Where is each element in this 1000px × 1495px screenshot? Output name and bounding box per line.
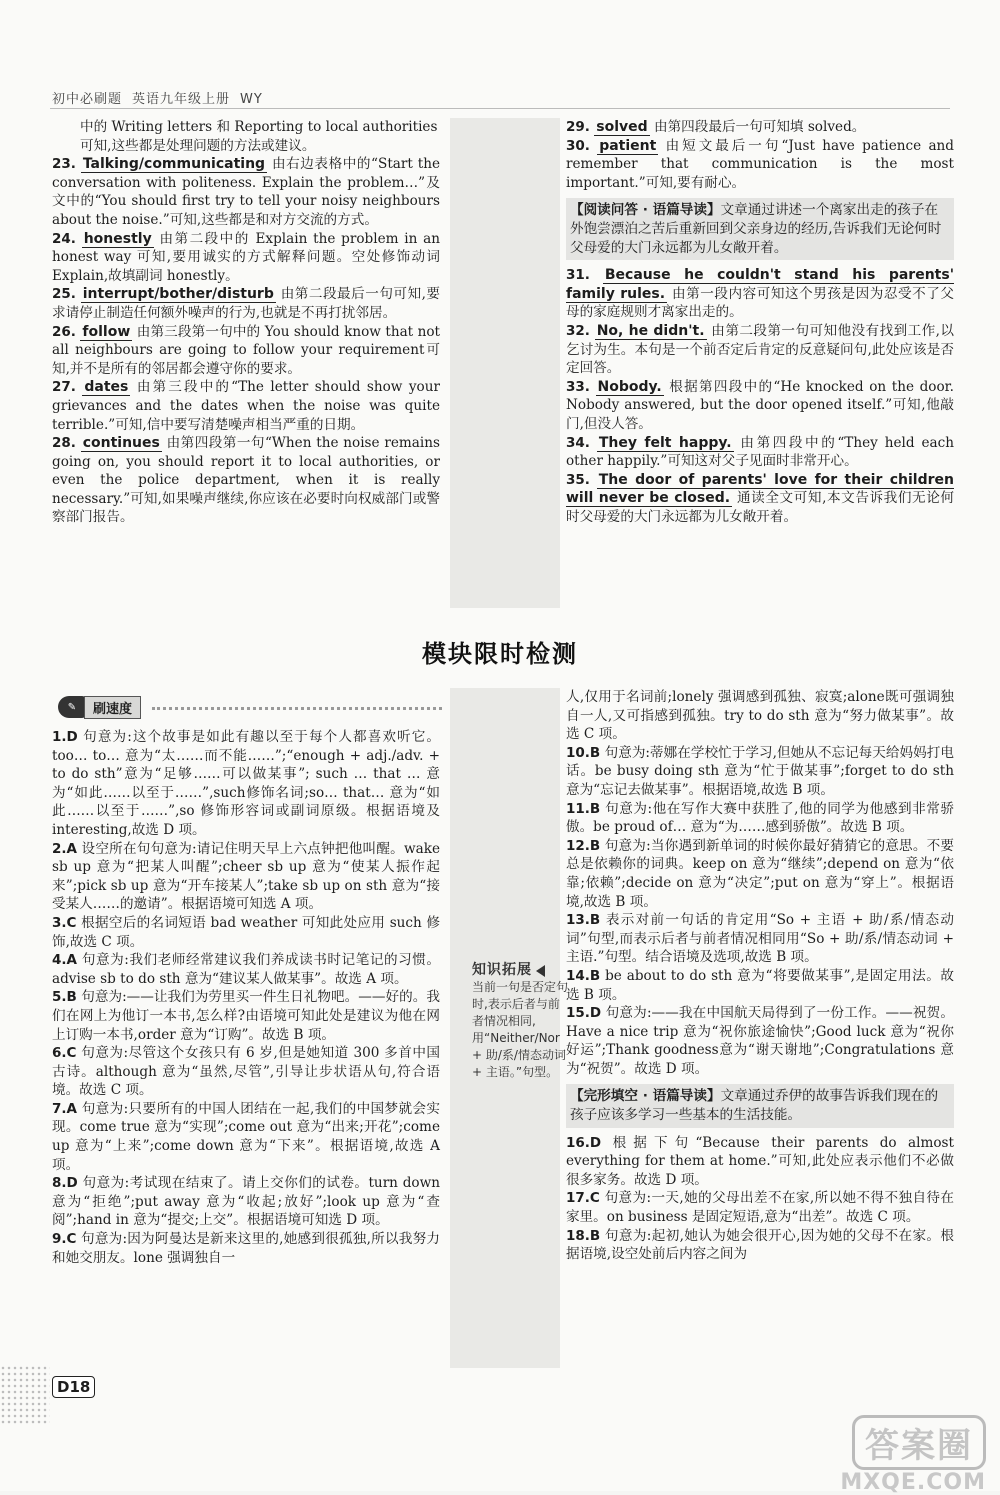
item-number: 5. bbox=[52, 989, 67, 1006]
item-explanation: 由第四段第一句“When the noise remains going on, you should report it to local authorities, or even the police department, when it is really necessary.”可知,如果噪声继续,你应该在必要时向权威部门或警察部门报告。 bbox=[52, 435, 440, 526]
item-number: 28. bbox=[52, 435, 76, 452]
item-number: 8. bbox=[52, 1175, 67, 1192]
item-explanation: 由右边表格中的“Start the conversation with politeness. Explain the problem…”及文中的“You should first try to tell your noisy neighbours about the noise.”可知,这些都是和对方交流的方式。 bbox=[52, 156, 440, 228]
item-number: 15. bbox=[566, 1005, 590, 1022]
header-book: 初中必刷题 bbox=[52, 92, 123, 107]
answer-item bbox=[566, 800, 954, 837]
answer-item bbox=[566, 471, 954, 527]
item-answer: Because he couldn't stand his parents' family rules. bbox=[566, 267, 954, 302]
item-number: 33. bbox=[566, 378, 590, 395]
item-number: 31. bbox=[566, 267, 590, 284]
item-explanation: 设空所在句句意为:请记住明天早上六点钟把他叫醒。wake sb up 意为“把某人叫醒”;cheer sb up 意为“使某人振作起来”;pick sb up 意为“开车接某人”;take sb up on sth 意为“接受某人……的邀请”。根据语境可知选 A 项。 bbox=[52, 840, 440, 913]
page-header bbox=[52, 88, 263, 107]
item-choice: B bbox=[589, 837, 601, 854]
item-answer: continues bbox=[82, 435, 160, 452]
item-explanation: 由第四段最后一句可知填 solved。 bbox=[653, 119, 866, 135]
answer-item bbox=[566, 118, 954, 137]
watermark bbox=[840, 1415, 986, 1495]
item-answer: honestly bbox=[83, 230, 152, 247]
answer-item bbox=[566, 378, 954, 434]
answer-item bbox=[566, 837, 954, 911]
item-number: 27. bbox=[52, 379, 76, 396]
item-explanation: 句意为:他在写作大赛中获胜了,他的同学为他感到非常骄傲。be proud of… 意为“为……感到骄傲”。故选 B 项。 bbox=[566, 800, 954, 836]
item-number: 11. bbox=[566, 800, 590, 817]
item-explanation: 句意为:我们老师经常建议我们养成读书时记笔记的习惯。advise sb to do sth 意为“建议某人做某事”。故选 A 项。 bbox=[52, 952, 440, 987]
left-bottom-column bbox=[52, 728, 440, 1267]
watermark-logo: 答案圈 bbox=[852, 1415, 986, 1470]
item-number: 24. bbox=[52, 230, 76, 247]
item-explanation: 由第二段中的 Explain the problem in an honest way 可知,要用诚实的方式解释问题。空处修饰动词 Explain,故填副词 honestly。 bbox=[52, 230, 441, 284]
answer-item bbox=[566, 266, 954, 322]
item-number: 14. bbox=[566, 967, 590, 984]
item-number: 23. bbox=[52, 156, 76, 173]
knowledge-extension-note bbox=[472, 962, 568, 1081]
item-answer: They felt happy. bbox=[598, 434, 732, 451]
answer-item bbox=[52, 230, 440, 286]
guide-title: 【完形填空 · 语篇导读】 bbox=[570, 1088, 721, 1105]
answer-item bbox=[52, 378, 440, 434]
header-divider bbox=[50, 108, 950, 109]
header-edition: WY bbox=[240, 92, 263, 107]
item-number: 16. bbox=[566, 1134, 590, 1151]
item-explanation: 由短文最后一句“Just have patience and remember that communication is the most important.”可知,要有耐心。 bbox=[566, 137, 955, 191]
reading-guide-box bbox=[566, 198, 954, 260]
right-bottom-column bbox=[566, 688, 954, 1264]
answer-item bbox=[566, 1134, 954, 1190]
shade-strip-top bbox=[450, 118, 560, 608]
section-title: 模块限时检测 bbox=[422, 640, 578, 668]
left-top-lead-1: 中的 Writing letters 和 Reporting to local authorities bbox=[80, 119, 438, 135]
item-number: 26. bbox=[52, 323, 76, 340]
item-number: 34. bbox=[566, 434, 590, 451]
item-choice: D bbox=[589, 1134, 602, 1151]
item-explanation: 由第二段第一句可知他没有找到工作,以乞讨为生。本句是一个前否定后肯定的反意疑问句,此处应该是否定回答。 bbox=[566, 322, 955, 377]
header-subject: 英语九年级上册 bbox=[132, 92, 231, 107]
right-bottom-lead: 人,仅用于名词前;lonely 强调感到孤独、寂寞;alone既可强调独自一人,又可指感到孤独。try to do sth 意为“努力做某事”。故选 C 项。 bbox=[566, 689, 954, 743]
item-choice: B bbox=[589, 1227, 601, 1244]
answer-item bbox=[566, 322, 954, 378]
item-choice: B bbox=[589, 744, 601, 761]
item-choice: D bbox=[66, 1175, 78, 1192]
item-explanation: 由第四段中的“They held each other happily.”可知这对父子见面时非常开心。 bbox=[566, 434, 954, 470]
item-number: 32. bbox=[566, 322, 590, 339]
answer-item bbox=[52, 728, 440, 840]
watermark-url: MXQE.COM bbox=[840, 1470, 986, 1495]
item-explanation: 句意为:——我在中国航天局得到了一份工作。——祝贺。Have a nice trip 意为“祝你旅途愉快”;Good luck 意为“祝你好运”;Thank goodness意为“谢天谢地”;Congratulations 意为“祝贺”。故选 D 项。 bbox=[566, 1005, 954, 1077]
dotted-divider bbox=[152, 707, 442, 710]
item-choice: A bbox=[66, 952, 77, 969]
speed-badge bbox=[58, 696, 141, 718]
answer-item bbox=[52, 914, 440, 951]
item-explanation: 由第二段最后一句可知,要求请停止制造任何额外噪声的行为,也就是不再打扰邻居。 bbox=[52, 286, 440, 321]
item-explanation: 根据第四段中的“He knocked on the door. Nobody answered, but the door opened itself.”可知,他敲门,但没人答。 bbox=[566, 378, 954, 432]
answer-item bbox=[52, 1174, 440, 1230]
page-number: D18 bbox=[52, 1376, 95, 1398]
item-choice: B bbox=[589, 912, 601, 929]
answer-item bbox=[52, 285, 440, 322]
item-explanation: be about to do sth 意为“将要做某事”,是固定用法。故选 B 项。 bbox=[566, 967, 954, 1003]
item-answer: follow bbox=[82, 323, 131, 340]
item-choice: B bbox=[589, 800, 601, 817]
item-answer: No, he didn't. bbox=[596, 322, 705, 339]
item-choice: B bbox=[589, 967, 601, 984]
item-explanation: 句意为:这个故事是如此有趣以至于每个人都喜欢听它。too… to… 意为“太……而不能……”;“enough + adj./adv. + to do sth”意为“足够……可以做某事”; such … that … 意为“如此……以至于……”,such修饰名词;so… that… 意为“如此……以至于……”,so 修饰形容词或副词原级。根据语境及 interesting,故选 D 项。 bbox=[52, 729, 440, 838]
answer-item bbox=[566, 1004, 954, 1078]
item-choice: A bbox=[66, 1100, 77, 1117]
left-top-column bbox=[52, 118, 440, 527]
item-explanation: 句意为:一天,她的父母出差不在家,所以她不得不独自待在家里。on business 是固定短语,意为“出差”。故选 C 项。 bbox=[566, 1190, 954, 1226]
item-answer: interrupt/bother/disturb bbox=[82, 286, 274, 303]
item-answer: Talking/communicating bbox=[82, 156, 266, 173]
item-choice: C bbox=[589, 1190, 600, 1207]
answer-item bbox=[566, 434, 954, 471]
answer-item bbox=[566, 744, 954, 800]
item-number: 1. bbox=[52, 729, 67, 745]
item-explanation: 句意为:蒂娜在学校忙于学习,但她从不忘记每天给妈妈打电话。be busy doing sth 意为“忙于做某事”;forget to do sth 意为“忘记去做某事”。根据语境,故选 B 项。 bbox=[566, 744, 954, 798]
item-choice: A bbox=[66, 840, 77, 857]
answer-item bbox=[52, 434, 440, 527]
item-explanation: 由第三段第一句中的 You should know that not all neighbours are going to follow your requirement可知,并不是所有的邻居都会遵守你的要求。 bbox=[52, 323, 441, 377]
item-number: 2. bbox=[52, 840, 67, 857]
item-number: 35. bbox=[566, 471, 590, 488]
item-choice: C bbox=[66, 914, 77, 931]
item-choice: C bbox=[66, 1045, 77, 1062]
item-explanation: 句意为:起初,她认为她会很开心,因为她的父母不在家。根据语境,设空处前后内容之间为 bbox=[566, 1227, 954, 1263]
cloze-guide-box bbox=[566, 1084, 954, 1127]
item-explanation: 由第一段内容可知这个男孩是因为忍受不了父母的家庭规则才离家出走的。 bbox=[566, 285, 954, 321]
item-choice: D bbox=[66, 729, 78, 745]
answer-item bbox=[566, 1189, 954, 1226]
item-answer: dates bbox=[84, 379, 129, 396]
item-number: 4. bbox=[52, 952, 67, 969]
item-answer: solved bbox=[596, 119, 648, 135]
item-explanation: 根据下句“Because their parents do almost everything for them at home.”可知,此处应表示他们不必做很多家务。故选 D 项。 bbox=[566, 1134, 954, 1188]
item-number: 25. bbox=[52, 286, 76, 303]
item-number: 18. bbox=[566, 1227, 590, 1244]
answer-item bbox=[52, 323, 440, 379]
item-explanation: 句意为:只要所有的中国人团结在一起,我们的中国梦就会实现。come true 意为“实现”;come out 意为“出来;开花”;come up 意为“上来”;come down 意为“下来”。根据语境,故选 A 项。 bbox=[52, 1100, 440, 1173]
item-answer: patient bbox=[599, 137, 657, 154]
guide-text: 文章通过乔伊的故事告诉我们现在的孩子应该多学习一些基本的生活技能。 bbox=[570, 1088, 939, 1124]
item-choice: D bbox=[589, 1005, 602, 1022]
item-explanation: 句意为:当你遇到新单词的时候你最好猜猜它的意思。不要总是依赖你的词典。keep on 意为“继续”;depend on 意为“依靠;依赖”;decide on 意为“决定”;put on 意为“穿上”。根据语境,故选 B 项。 bbox=[566, 837, 954, 910]
answer-item bbox=[566, 967, 954, 1004]
item-answer: The door of parents' love for their children will never be closed. bbox=[566, 471, 954, 507]
item-choice: C bbox=[66, 1231, 77, 1248]
left-top-lead-2: 可知,这些都是处理问题的方法或建议。 bbox=[80, 137, 316, 154]
item-number: 10. bbox=[566, 744, 590, 761]
item-explanation: 句意为:因为阿曼达是新来这里的,她感到很孤独,所以我努力和她交朋友。lone 强调独自一 bbox=[52, 1231, 440, 1266]
item-explanation: 表示对前一句话的肯定用“So + 主语 + 助/系/情态动词”句型,而表示后者与前者情况相同用“So + 助/系/情态动词 + 主语.”句型。结合语境及选项,故选 B 项。 bbox=[566, 912, 954, 966]
item-number: 7. bbox=[52, 1100, 67, 1117]
arrow-left-icon bbox=[536, 965, 545, 977]
answer-item bbox=[52, 1100, 440, 1174]
item-number: 17. bbox=[566, 1190, 590, 1207]
item-explanation: 句意为:——让我们为劳里买一件生日礼物吧。——好的。我们在网上为他订一本书,怎么样?由语境可知此处是建议为他在网上订购一本书,order 意为“订购”。故选 B 项。 bbox=[52, 989, 440, 1043]
guide-text: 文章通过讲述一个离家出走的孩子在外饱尝漂泊之苦后重新回到父亲身边的经历,告诉我们无论何时父母爱的大门永远都为儿女敞开着。 bbox=[570, 202, 942, 256]
answer-item bbox=[52, 155, 440, 229]
item-number: 13. bbox=[566, 912, 590, 929]
item-explanation: 由第三段中的“The letter should show your grievances and the dates when the noise was quite terrible.”可知,信中要写清楚噪声相当严重的日期。 bbox=[52, 379, 440, 433]
item-explanation: 句意为:尽管这个女孩只有 6 岁,但是她知道 300 多首中国古诗。although 意为“虽然,尽管”,引导让步状语从句,符合语境。故选 C 项。 bbox=[52, 1045, 441, 1099]
guide-title: 【阅读问答 · 语篇导读】 bbox=[570, 202, 721, 219]
item-explanation: 句意为:考试现在结束了。请上交你们的试卷。turn down 意为“拒绝”;put away 意为“收起;放好”;look up 意为“查阅”;hand in 意为“提交;上交”。根据语境可知选 D 项。 bbox=[52, 1175, 440, 1229]
item-number: 3. bbox=[52, 914, 67, 931]
item-explanation: 通读全文可知,本文告诉我们无论何时父母爱的大门永远都为儿女敞开着。 bbox=[566, 490, 954, 525]
right-top-column bbox=[566, 118, 954, 526]
item-number: 29. bbox=[566, 119, 590, 135]
item-choice: B bbox=[66, 989, 77, 1006]
pencil-icon: ✎ bbox=[58, 696, 86, 718]
answer-item bbox=[52, 1230, 440, 1267]
item-number: 9. bbox=[52, 1231, 67, 1248]
item-number: 12. bbox=[566, 837, 590, 854]
knowledge-title: 知识拓展 bbox=[472, 962, 532, 978]
knowledge-text: 当前一句是否定句时,表示后者与前者情况相同,用“Neither/Nor + 助/系/情态动词 + 主语。”句型。 bbox=[472, 980, 569, 1079]
answer-item bbox=[566, 911, 954, 967]
answer-item bbox=[52, 988, 440, 1044]
decorative-dot-pattern bbox=[0, 1365, 50, 1425]
answer-item bbox=[566, 137, 954, 193]
item-number: 6. bbox=[52, 1045, 67, 1062]
answer-item bbox=[52, 951, 440, 988]
item-answer: Nobody. bbox=[597, 378, 662, 395]
answer-item bbox=[52, 840, 440, 914]
item-number: 30. bbox=[566, 137, 590, 154]
speed-label: 刷速度 bbox=[84, 696, 141, 719]
item-explanation: 根据空后的名词短语 bad weather 可知此处应用 such 修饰,故选 C 项。 bbox=[52, 914, 440, 950]
answer-item bbox=[566, 1227, 954, 1264]
answer-item bbox=[52, 1044, 440, 1100]
